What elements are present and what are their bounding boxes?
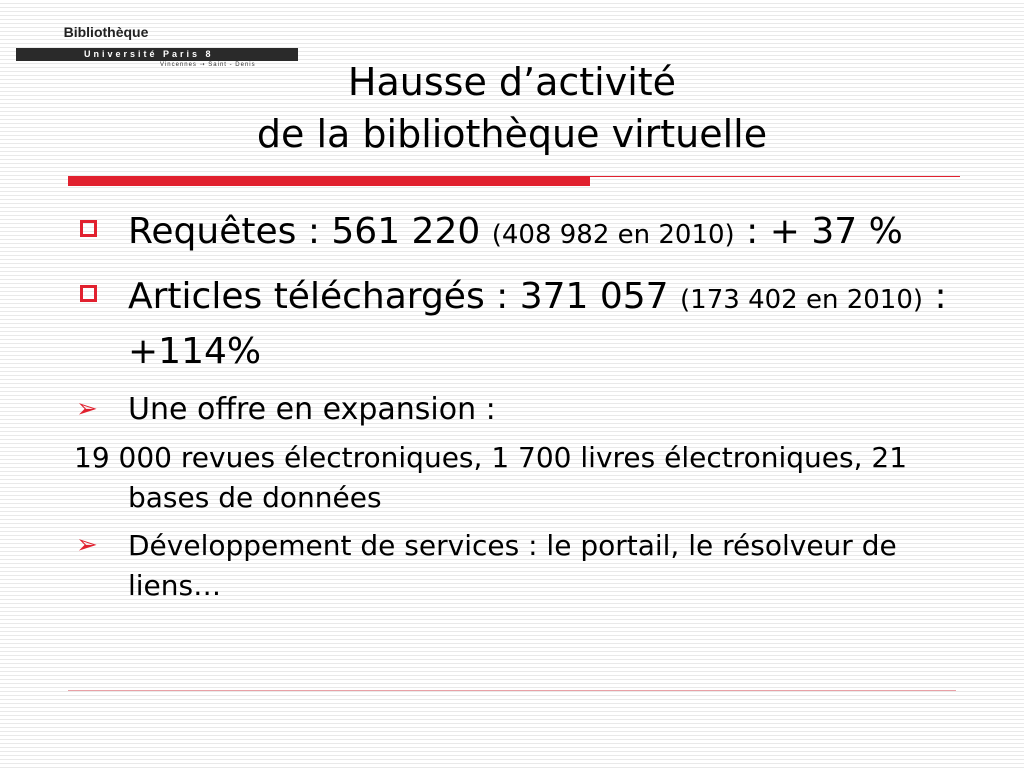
- list-item-requests: [74, 206, 954, 261]
- logo-band: Université Paris 8: [16, 48, 298, 61]
- downloads-change: : +114%: [128, 276, 947, 372]
- arrow-bullet-icon: ➢: [76, 530, 98, 560]
- requests-note: (408 982 en 2010): [491, 220, 735, 250]
- arrow-bullet-icon: ➢: [76, 394, 98, 424]
- title-rule-accent: [68, 176, 590, 186]
- square-bullet-icon: [80, 220, 97, 237]
- downloads-note: (173 402 en 2010): [680, 285, 924, 315]
- slide-content: [74, 206, 954, 606]
- list-item-services: [74, 526, 954, 606]
- list-item-expansion: [74, 388, 954, 432]
- downloads-text: Articles téléchargés : 371 057: [128, 276, 681, 317]
- requests-change: : + 37 %: [734, 211, 903, 252]
- services-text: Développement de services : le portail, le résolveur de liens…: [128, 529, 897, 602]
- expansion-text: Une offre en expansion :: [128, 392, 496, 427]
- resources-line: 19 000 revues électroniques, 1 700 livres électroniques, 21 bases de données: [74, 441, 908, 514]
- title-line-2: de la bibliothèque virtuelle: [256, 112, 768, 156]
- title-line-1: Hausse d’activité: [347, 60, 677, 104]
- footer-rule: [68, 690, 956, 691]
- logo-subtitle: Vincennes ⇢ Saint - Denis: [160, 62, 256, 68]
- requests-text: Requêtes : 561 220: [128, 211, 492, 252]
- slide-title: [0, 56, 1024, 160]
- title-rule-thin: [590, 176, 960, 177]
- logo-title: Bibliothèque: [63, 24, 149, 40]
- square-bullet-icon: [80, 285, 97, 302]
- list-item-downloads: [74, 271, 954, 378]
